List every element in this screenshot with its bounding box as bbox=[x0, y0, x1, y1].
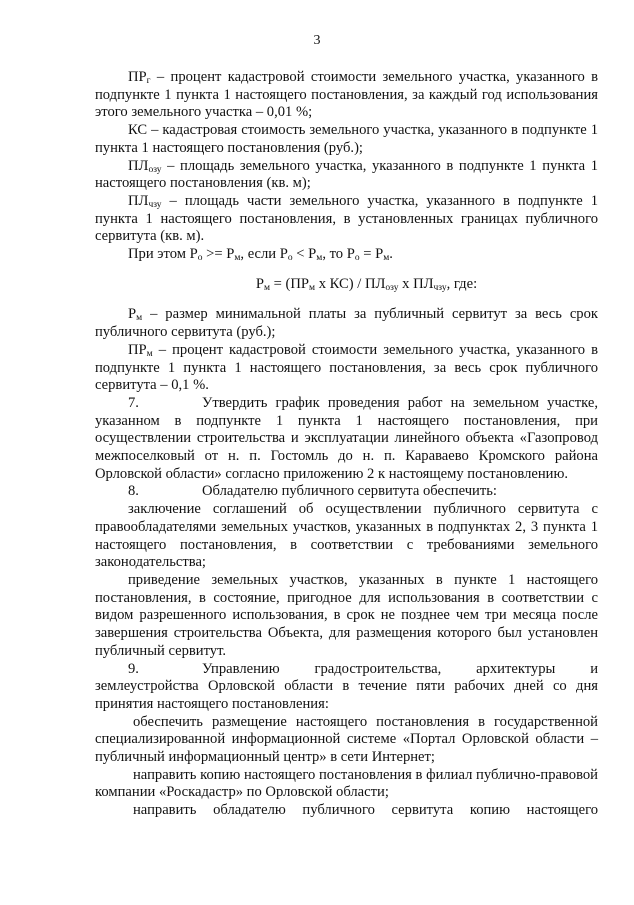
document-body bbox=[95, 69, 598, 820]
paragraph-ks: КС – кадастровая стоимость земельного участка, указанного в подпункте 1 пункта 1 настоящего постановления (руб.); bbox=[95, 122, 598, 156]
paragraph-pr-g: $ПР_г$ – процент кадастровой стоимости земельного участка, указанного в подпункте 1 пункта 1 настоящего постановления, за каждый год использования этого земельного участка – 0,01 %; bbox=[95, 69, 598, 121]
paragraph-pr-m: $ПР_м$ – процент кадастровой стоимости земельного участка, указанного в подпункте 1 пункта 1 настоящего постановления, за весь срок публичного сервитута – 0,1 %. bbox=[95, 341, 598, 394]
paragraph-pl-ozu: $ПЛ_{озу}$ – площадь земельного участка, указанного в подпункте 1 пункта 1 настоящего постановления (кв. м); bbox=[95, 157, 598, 192]
item-number: 8. bbox=[128, 483, 139, 500]
paragraph-item-7: 7. Утвердить график проведения работ на земельном участке, указанном в подпункте 1 пункта 1 настоящего постановления, при осуществлении строительства и эксплуатации линейного объекта «Газопровод межпоселковый от н. п. Гостомль до н. п. Караваево Кромского района Орловской области» согласно приложению 2 к настоящему постановлению. bbox=[95, 394, 598, 482]
paragraph-agreements: заключение соглашений об осуществлении публичного сервитута с правообладателями земельных участков, указанных в подпунктах 2, 3 пункта 1 настоящего постановления, в соответствии с требованиями земельного законодательства; bbox=[95, 501, 598, 571]
paragraph-condition: При этом $Р_о >= Р_м$, если $Р_о < Р_м$, то $Р_о = Р_м$. bbox=[128, 246, 393, 264]
paragraph-restoration: приведение земельных участков, указанных в пункте 1 настоящего постановления, в состояние, пригодное для использования в соответствии с видом разрешенного использования, в срок не позднее чем три месяца после завершения строительства Объекта, для размещения которого был установлен публичный сервитут. bbox=[95, 571, 598, 659]
page-number: 3 bbox=[313, 33, 321, 48]
payment-formula: $Р_м = (ПР_м$ х $КС) / ПЛ_{озу}$ х $ПЛ_{чзу}$, где: bbox=[255, 275, 478, 293]
paragraph-send-roskadastr: направить копию настоящего постановления в филиал публично-правовой компании «Роскадастр» по Орловской области; bbox=[95, 766, 598, 801]
item-number: 9. bbox=[128, 660, 139, 677]
paragraph-publish: обеспечить размещение настоящего постановления в государственной специализированной информационной системе «Портал Орловской области – публичный информационный центр» в сети Интернет; bbox=[95, 713, 598, 766]
paragraph-rm: $Р_м$ – размер минимальной платы за публичный сервитут за весь срок публичного сервитута (руб.); bbox=[95, 306, 598, 341]
paragraph-item-9: 9. Управлению градостроительства, архитектуры и землеустройства Орловской области в течение пяти рабочих дней со дня принятия настоящего постановления: bbox=[95, 660, 598, 712]
paragraph-pl-chzu: $ПЛ_{чзу}$ – площадь части земельного участка, указанного в подпункте 1 пункта 1 настоящего постановления, в установленных границах публичного сервитута (кв. м). bbox=[95, 192, 598, 245]
item-number: 7. bbox=[128, 394, 139, 411]
paragraph-send-holder: направить обладателю публичного сервитута копию настоящего bbox=[133, 802, 598, 819]
paragraph-item-8: 8. Обладателю публичного сервитута обеспечить: bbox=[128, 483, 497, 500]
